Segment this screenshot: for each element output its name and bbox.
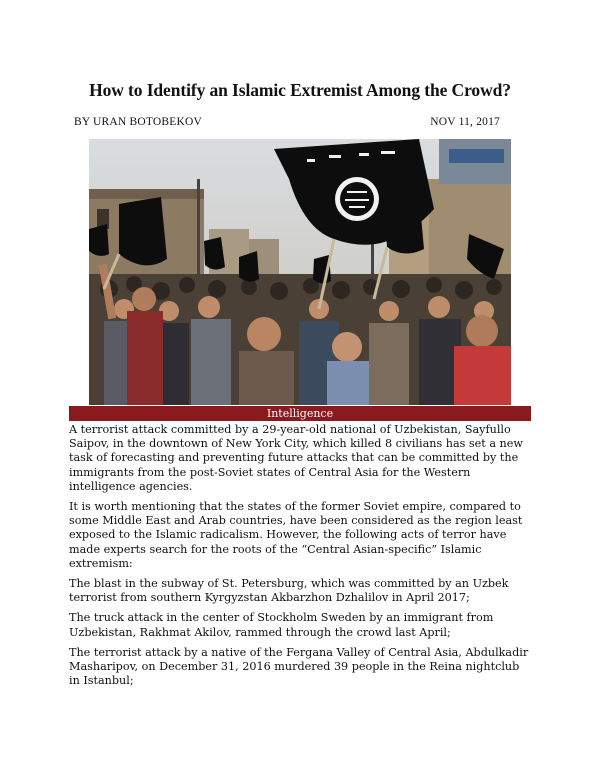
- article-title: How to Identify an Islamic Extremist Among the Crowd?: [89, 80, 511, 100]
- paragraph: A terrorist attack committed by a 29-year-old national of Uzbekistan, Sayfullo Saipov, in the downtown of New York City, which killed 8 civilians has set a new task of forecasting and preventing future attacks that can be committed by the immigrants from the post-Soviet states of Central Asia for the Western intelligence agencies.: [69, 423, 523, 493]
- byline: BY URAN BOTOBEKOV: [74, 116, 202, 128]
- publish-date: NOV 11, 2017: [430, 116, 500, 128]
- article-body: [69, 423, 531, 694]
- article-photo: [89, 139, 511, 405]
- paragraph: The truck attack in the center of Stockholm Sweden by an immigrant from Uzbekistan, Rakhmat Akilov, rammed through the crowd last April;: [69, 611, 494, 639]
- paragraph: The blast in the subway of St. Petersburg, which was committed by an Uzbek terrorist from southern Kyrgyzstan Akbarzhon Dzhalilov in April 2017;: [69, 577, 509, 605]
- paragraph: The terrorist attack by a native of the Fergana Valley of Central Asia, Abdulkadir Masharipov, on December 31, 2016 murdered 39 people in the Reina nightclub in Istanbul;: [69, 645, 529, 688]
- photo-caption: Intelligence: [69, 406, 531, 421]
- paragraph: It is worth mentioning that the states of the former Soviet empire, compared to some Middle East and Arab countries, have been considered as the region least exposed to the Islamic radicalism. However, the following acts of terror have made experts search for the roots of the “Central Asian-specific” Islamic extremism:: [69, 500, 523, 570]
